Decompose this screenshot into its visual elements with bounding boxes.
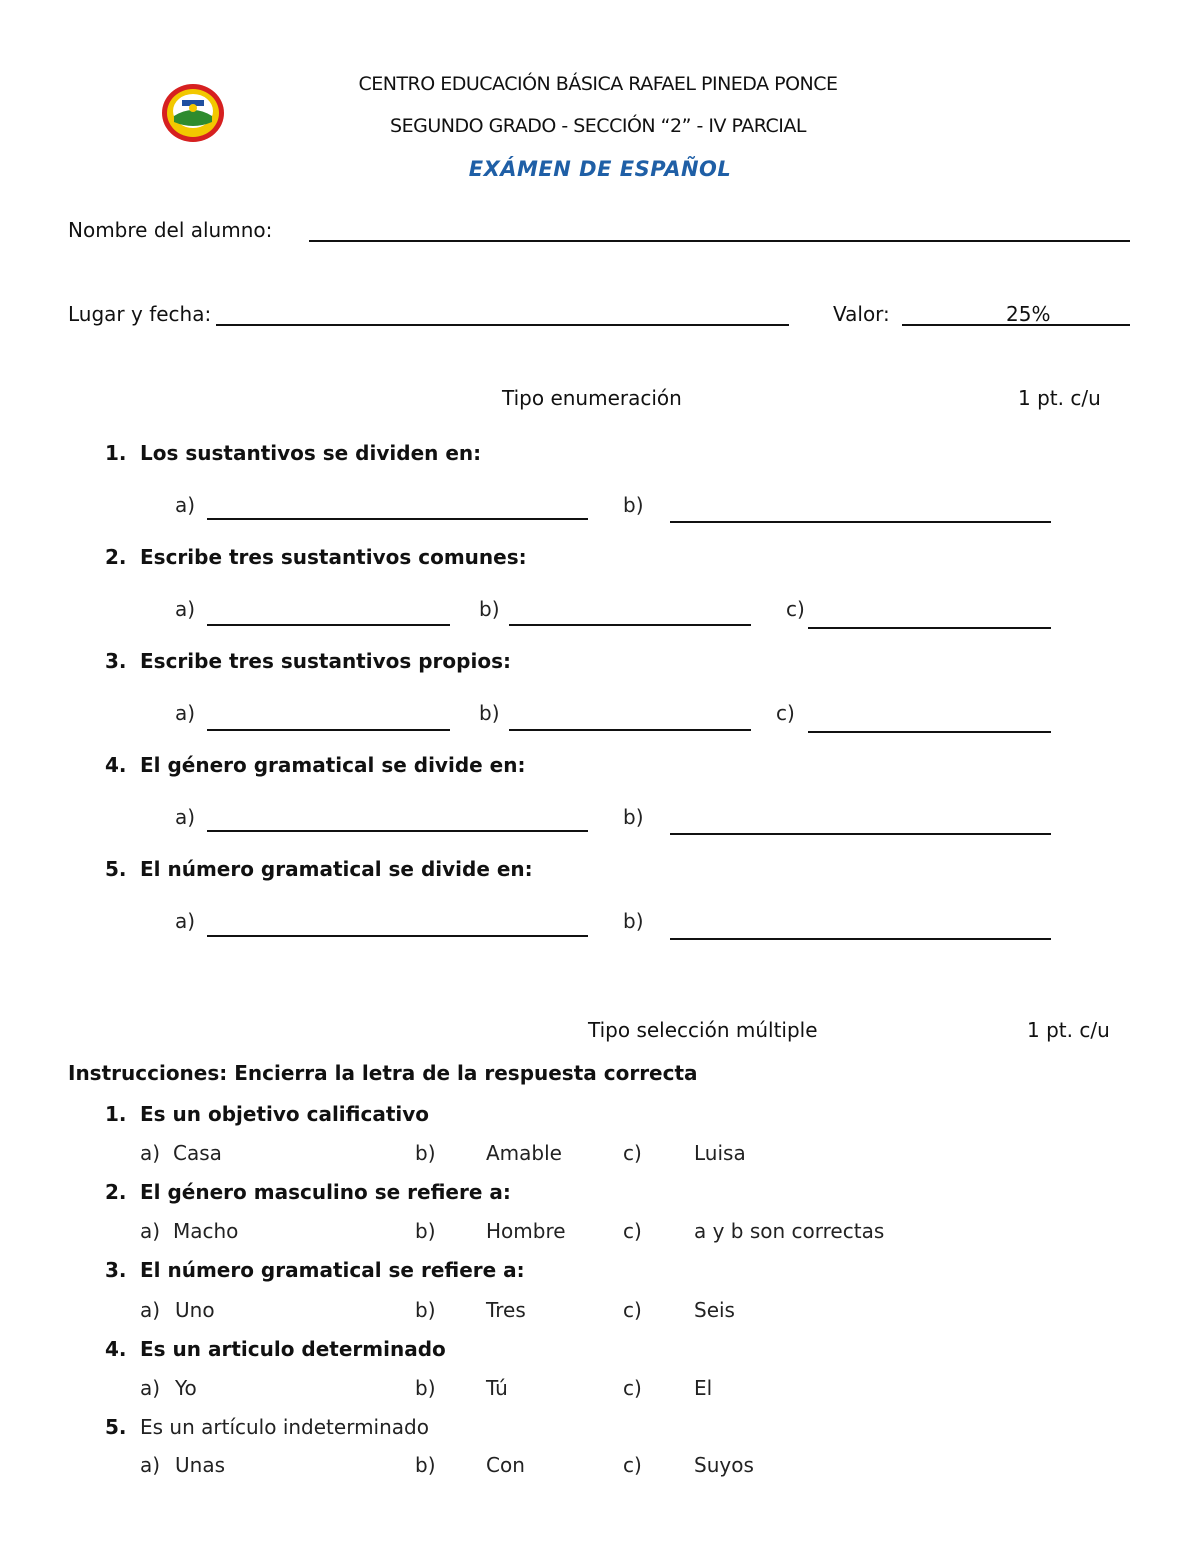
s2-q3-label-c[interactable]: c) bbox=[623, 1298, 642, 1322]
s2-q1-option-a: Casa bbox=[173, 1141, 222, 1165]
s2-q4-option-c: El bbox=[694, 1376, 713, 1400]
s2-q3-label-a[interactable]: a) bbox=[140, 1298, 161, 1322]
s1-q5-answer-a[interactable] bbox=[207, 935, 588, 937]
s2-q1-label-b[interactable]: b) bbox=[415, 1141, 436, 1165]
s1-q1-opt-a: a) bbox=[175, 493, 196, 517]
s1-q4-answer-a[interactable] bbox=[207, 830, 588, 832]
s2-q5-text: Es un artículo indeterminado bbox=[140, 1415, 429, 1439]
s1-q4-opt-a: a) bbox=[175, 805, 196, 829]
s1-q3-number: 3. bbox=[105, 649, 127, 673]
s1-q2-answer-b[interactable] bbox=[509, 624, 751, 626]
s1-q5-opt-a: a) bbox=[175, 909, 196, 933]
s2-q2-option-a: Macho bbox=[173, 1219, 239, 1243]
s2-q4-option-a: Yo bbox=[175, 1376, 197, 1400]
s1-q4-text: El género gramatical se divide en: bbox=[140, 753, 526, 777]
s1-q4-opt-b: b) bbox=[623, 805, 644, 829]
s2-q3-option-a: Uno bbox=[175, 1298, 215, 1322]
s1-q2-answer-a[interactable] bbox=[207, 624, 450, 626]
s2-q2-label-a[interactable]: a) bbox=[140, 1219, 161, 1243]
s2-q1-label-a[interactable]: a) bbox=[140, 1141, 161, 1165]
s1-q3-text: Escribe tres sustantivos propios: bbox=[140, 649, 511, 673]
place-date-field[interactable] bbox=[216, 324, 789, 326]
s1-q3-opt-b: b) bbox=[479, 701, 500, 725]
s2-q5-label-a[interactable]: a) bbox=[140, 1453, 161, 1477]
s1-q1-answer-b[interactable] bbox=[670, 521, 1051, 523]
s1-q5-opt-b: b) bbox=[623, 909, 644, 933]
s2-q5-option-b: Con bbox=[486, 1453, 525, 1477]
grade-section: SEGUNDO GRADO - SECCIÓN “2” - IV PARCIAL bbox=[390, 115, 806, 137]
s2-q1-label-c[interactable]: c) bbox=[623, 1141, 642, 1165]
s2-q3-number: 3. bbox=[105, 1258, 127, 1282]
s1-q2-answer-c[interactable] bbox=[808, 627, 1051, 629]
s2-q5-label-b[interactable]: b) bbox=[415, 1453, 436, 1477]
value-amount: 25% bbox=[1006, 302, 1051, 326]
section1-points: 1 pt. c/u bbox=[1018, 386, 1101, 410]
s1-q5-text: El número gramatical se divide en: bbox=[140, 857, 533, 881]
place-date-label: Lugar y fecha: bbox=[68, 302, 212, 326]
s2-q5-number: 5. bbox=[105, 1415, 127, 1439]
s1-q3-answer-c[interactable] bbox=[808, 731, 1051, 733]
section2-points: 1 pt. c/u bbox=[1027, 1018, 1110, 1042]
s2-q2-label-b[interactable]: b) bbox=[415, 1219, 436, 1243]
student-name-field[interactable] bbox=[309, 240, 1130, 242]
s2-q4-text: Es un articulo determinado bbox=[140, 1337, 446, 1361]
s2-q2-label-c[interactable]: c) bbox=[623, 1219, 642, 1243]
s1-q4-answer-b[interactable] bbox=[670, 833, 1051, 835]
value-label: Valor: bbox=[833, 302, 890, 326]
section1-type: Tipo enumeración bbox=[502, 386, 682, 410]
school-name: CENTRO EDUCACIÓN BÁSICA RAFAEL PINEDA PONCE bbox=[358, 73, 838, 95]
s2-q1-option-b: Amable bbox=[486, 1141, 562, 1165]
s2-q5-label-c[interactable]: c) bbox=[623, 1453, 642, 1477]
s1-q4-number: 4. bbox=[105, 753, 127, 777]
s2-q2-option-b: Hombre bbox=[486, 1219, 566, 1243]
s1-q3-opt-a: a) bbox=[175, 701, 196, 725]
s2-q4-label-a[interactable]: a) bbox=[140, 1376, 161, 1400]
s2-q2-text: El género masculino se refiere a: bbox=[140, 1180, 511, 1204]
s1-q2-opt-a: a) bbox=[175, 597, 196, 621]
s2-q4-option-b: Tú bbox=[486, 1376, 508, 1400]
s1-q3-answer-b[interactable] bbox=[509, 729, 751, 731]
student-name-label: Nombre del alumno: bbox=[68, 218, 273, 242]
s1-q3-opt-c: c) bbox=[776, 701, 795, 725]
s2-q3-text: El número gramatical se refiere a: bbox=[140, 1258, 525, 1282]
section2-type: Tipo selección múltiple bbox=[588, 1018, 818, 1042]
s2-q4-label-c[interactable]: c) bbox=[623, 1376, 642, 1400]
s1-q1-opt-b: b) bbox=[623, 493, 644, 517]
s2-q3-label-b[interactable]: b) bbox=[415, 1298, 436, 1322]
s2-q4-label-b[interactable]: b) bbox=[415, 1376, 436, 1400]
s2-q1-number: 1. bbox=[105, 1102, 127, 1126]
s2-q4-number: 4. bbox=[105, 1337, 127, 1361]
s2-q2-number: 2. bbox=[105, 1180, 127, 1204]
s1-q5-answer-b[interactable] bbox=[670, 938, 1051, 940]
s1-q1-text: Los sustantivos se dividen en: bbox=[140, 441, 482, 465]
s1-q2-text: Escribe tres sustantivos comunes: bbox=[140, 545, 527, 569]
s1-q3-answer-a[interactable] bbox=[207, 729, 450, 731]
s2-q1-text: Es un objetivo calificativo bbox=[140, 1102, 430, 1126]
s2-q5-option-a: Unas bbox=[175, 1453, 225, 1477]
s2-q5-option-c: Suyos bbox=[694, 1453, 754, 1477]
s1-q1-answer-a[interactable] bbox=[207, 518, 588, 520]
s1-q2-opt-b: b) bbox=[479, 597, 500, 621]
exam-title: EXÁMEN DE ESPAÑOL bbox=[468, 157, 732, 181]
s1-q2-opt-c: c) bbox=[786, 597, 805, 621]
s2-q2-option-c: a y b son correctas bbox=[694, 1219, 885, 1243]
s1-q1-number: 1. bbox=[105, 441, 127, 465]
s1-q2-number: 2. bbox=[105, 545, 127, 569]
s2-q1-option-c: Luisa bbox=[694, 1141, 746, 1165]
s2-q3-option-c: Seis bbox=[694, 1298, 735, 1322]
section2-instructions: Instrucciones: Encierra la letra de la respuesta correcta bbox=[68, 1061, 698, 1085]
s2-q3-option-b: Tres bbox=[486, 1298, 526, 1322]
s1-q5-number: 5. bbox=[105, 857, 127, 881]
